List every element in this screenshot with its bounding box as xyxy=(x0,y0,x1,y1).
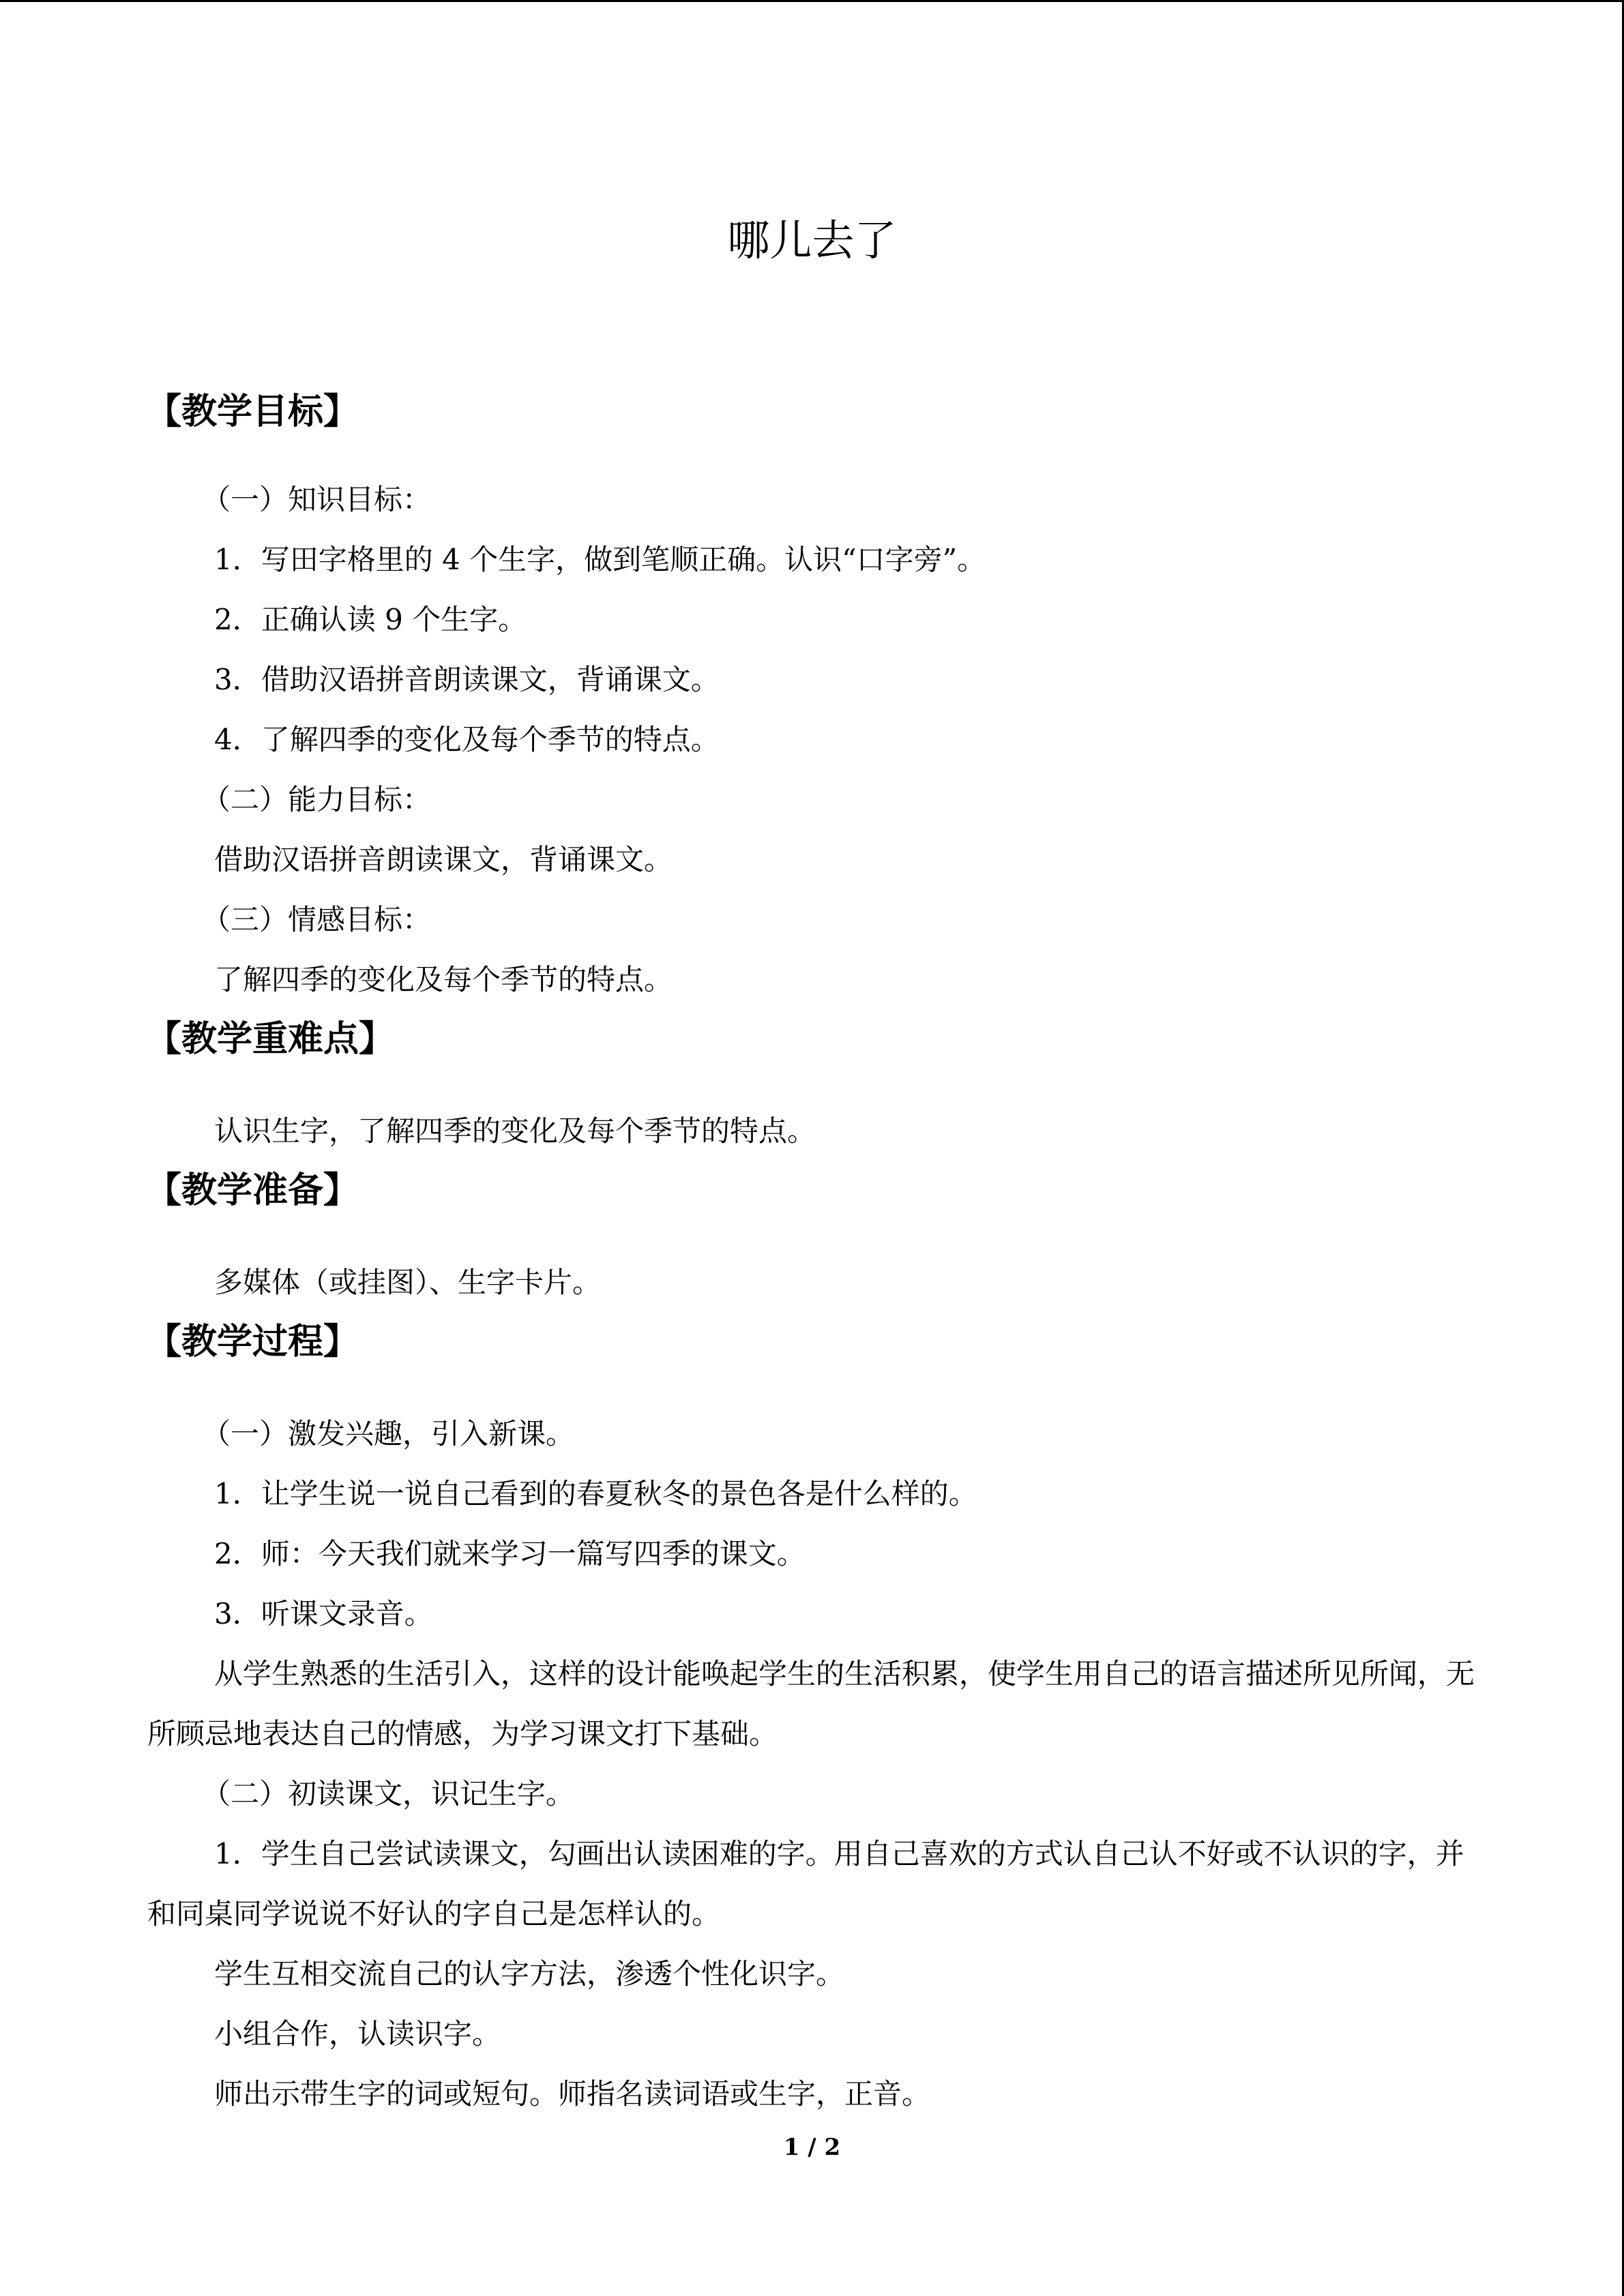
goals-line: 4．了解四季的变化及每个季节的特点。 xyxy=(214,723,720,756)
goals-line: 了解四季的变化及每个季节的特点。 xyxy=(214,963,673,996)
keypoints-line: 认识生字，了解四季的变化及每个季节的特点。 xyxy=(214,1114,816,1148)
goals-line: 1．写田字格里的 4 个生字，做到笔顺正确。认识“口字旁”。 xyxy=(214,543,986,576)
process-paragraph: 1．学生自己尝试读课文，勾画出认读困难的字。用自己喜欢的方式认自己认不好或不认识的字，并和同桌同学说说不好认的字自己是怎样认的。 xyxy=(147,1837,1464,1930)
process-paragraph: 从学生熟悉的生活引入，这样的设计能唤起学生的生活积累，使学生用自己的语言描述所见所闻，无所顾忌地表达自己的情感，为学习课文打下基础。 xyxy=(147,1657,1475,1750)
goals-line: （二）能力目标： xyxy=(202,783,432,816)
preparation-line: 多媒体（或挂图）、生字卡片。 xyxy=(214,1266,602,1299)
process-line: 1．让学生说一说自己看到的春夏秋冬的景色各是什么样的。 xyxy=(214,1477,977,1510)
page-title: 哪儿去了 xyxy=(727,215,897,265)
section-heading-preparation: 【教学准备】 xyxy=(146,1170,359,1211)
process-line: （一）激发兴趣，引入新课。 xyxy=(202,1417,575,1450)
goals-line: 2．正确认读 9 个生字。 xyxy=(214,603,527,636)
process-line: 师出示带生字的词或短句。师指名读词语或生字，正音。 xyxy=(214,2077,931,2111)
process-line: 小组合作，认读识字。 xyxy=(214,2017,501,2051)
process-line: 2．师：今天我们就来学习一篇写四季的课文。 xyxy=(214,1537,806,1570)
section-heading-process: 【教学过程】 xyxy=(146,1322,359,1362)
section-heading-goals: 【教学目标】 xyxy=(146,391,359,432)
process-line: （二）初读课文，识记生字。 xyxy=(202,1777,575,1810)
document-body xyxy=(147,384,1477,2124)
goals-line: （三）情感目标： xyxy=(202,903,432,936)
section-heading-keypoints: 【教学重难点】 xyxy=(146,1019,395,1060)
process-line: 学生互相交流自己的认字方法，渗透个性化识字。 xyxy=(214,1957,845,1991)
goals-line: 3．借助汉语拼音朗读课文，背诵课文。 xyxy=(214,663,720,696)
goals-line: （一）知识目标： xyxy=(202,483,432,516)
page-number: 1 / 2 xyxy=(783,2134,841,2161)
process-line: 3．听课文录音。 xyxy=(214,1597,433,1630)
goals-line: 借助汉语拼音朗读课文，背诵课文。 xyxy=(214,843,673,876)
